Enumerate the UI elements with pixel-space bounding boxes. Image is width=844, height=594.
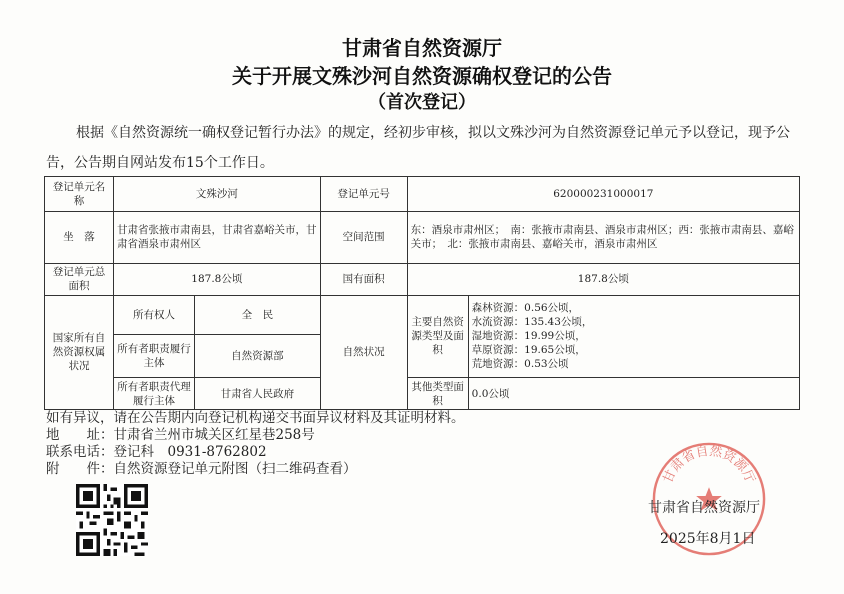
- agent-value: 甘肃省人民政府: [195, 378, 321, 410]
- main-types-list: [468, 295, 799, 377]
- other-value: 0.0公顷: [468, 378, 799, 410]
- main-type-item: 湿地资源：19.99公顷，: [471, 330, 586, 343]
- unit-no-value: 620000231000017: [407, 177, 799, 212]
- location-value: 甘肃省张掖市肃南县，甘肃省嘉峪关市，甘肃省酒泉市肃州区: [114, 212, 321, 264]
- attachment-line: 附 件：自然资源登记单元附图（扫二维码查看）: [46, 461, 357, 477]
- space-value: 东：酒泉市肃州区； 南：张掖市肃南县、酒泉市肃州区；西：张掖市肃南县、嘉峪关市； 北：张掖市肃南县、嘉峪关市，酒泉市肃州区: [407, 212, 799, 264]
- main-type-item: 水流资源：135.43公顷，: [471, 316, 593, 329]
- total-area-label: 登记单元总面积: [45, 263, 114, 295]
- seal-text: 甘肃省自然资源厅: [660, 443, 758, 486]
- nature-label: 自然状况: [320, 295, 407, 409]
- objection-note: 如有异议，请在公告期内向登记机构递交书面异议材料及其证明材料。: [46, 410, 465, 426]
- other-label: 其他类型面 积: [407, 378, 468, 410]
- title-line3: （首次登记）: [368, 92, 476, 113]
- location-label: 坐 落: [45, 212, 114, 264]
- duty-label: 所有者职责履行主体: [114, 334, 195, 377]
- owner-label: 所有权人: [114, 295, 195, 334]
- ownership-label: 国家所有自然资源权属状况: [45, 295, 114, 409]
- total-area-value: 187.8公顷: [114, 263, 321, 295]
- duty-value: 自然资源部: [195, 334, 321, 377]
- state-area-label: 国有面积: [320, 263, 407, 295]
- owner-value: 全 民: [195, 295, 321, 334]
- unit-no-label: 登记单元号: [320, 177, 407, 212]
- agent-label: 所有者职责代理履行主体: [114, 378, 195, 410]
- qr-code[interactable]: [76, 484, 148, 556]
- main-type-item: 森林资源：0.56公顷，: [471, 302, 580, 315]
- main-types-label: 主要自然资源类型及面积: [407, 295, 468, 377]
- space-label: 空间范围: [320, 212, 407, 264]
- phone-line: 联系电话：登记科 0931-8762802: [46, 444, 267, 460]
- title-line2: 关于开展文殊沙河自然资源确权登记的公告: [232, 64, 612, 88]
- address-line: 地 址：甘肃省兰州市城关区红星巷258号: [46, 427, 315, 443]
- title-line1: 甘肃省自然资源厅: [342, 36, 502, 60]
- unit-name-label: 登记单元名 称: [45, 177, 114, 212]
- main-type-item: 荒地资源：0.53公顷: [471, 358, 569, 371]
- state-area-value: 187.8公顷: [407, 263, 799, 295]
- intro-paragraph: 根据《自然资源统一确权登记暂行办法》的规定，经初步审核，拟以文殊沙河为自然资源登记单元予以登记，现予公告，公告期自网站发布15个工作日。: [46, 125, 790, 171]
- signature-date: 2025年8月1日: [660, 531, 756, 547]
- unit-name-value: 文殊沙河: [114, 177, 321, 212]
- registration-table: [44, 176, 800, 410]
- main-type-item: 草原资源：19.65公顷，: [471, 344, 586, 357]
- signature-org: 甘肃省自然资源厅: [648, 500, 760, 516]
- notes-block: [46, 410, 465, 478]
